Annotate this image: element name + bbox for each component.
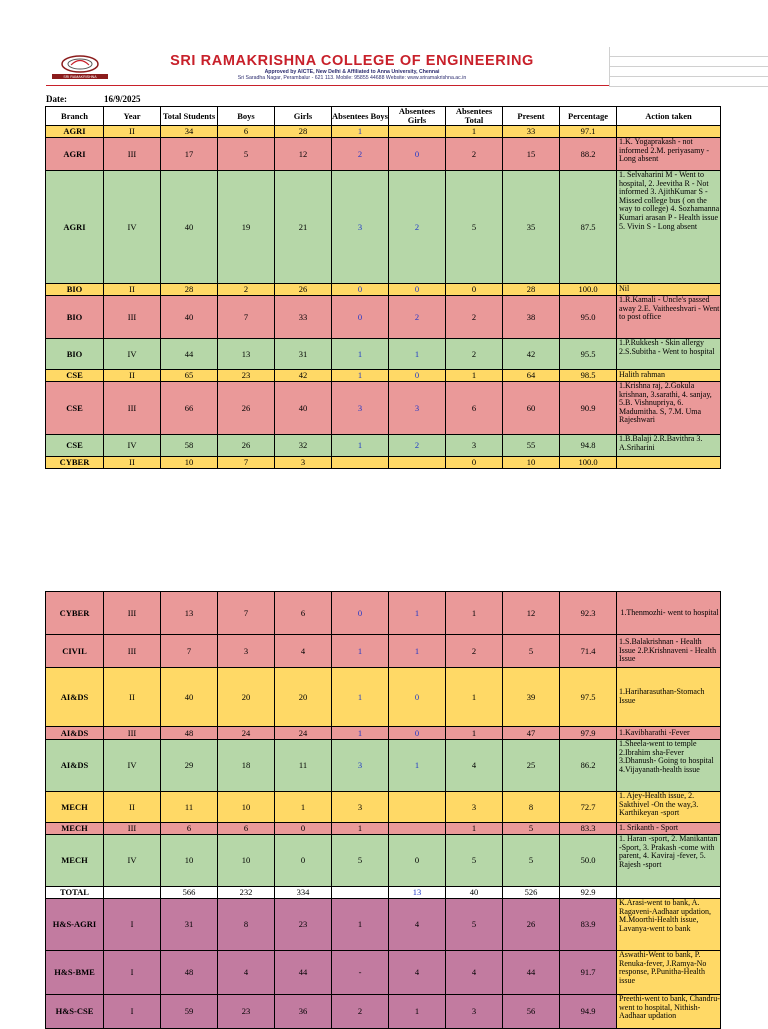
table-row [46, 370, 721, 382]
percentage-cell: 100.0 [560, 457, 617, 469]
absentees-boys-cell: 1 [332, 435, 389, 457]
total-students-cell: 28 [161, 284, 218, 296]
year-cell: IV [104, 740, 161, 792]
percentage-cell: 97.9 [560, 727, 617, 740]
year-cell: II [104, 457, 161, 469]
table-row [46, 899, 721, 951]
absentees-boys-cell: - [332, 951, 389, 995]
year-cell: III [104, 382, 161, 435]
girls-cell: 33 [275, 296, 332, 339]
absentees-total-cell: 1 [446, 823, 503, 835]
percentage-cell: 83.9 [560, 899, 617, 951]
percentage-cell: 92.9 [560, 887, 617, 899]
girls-cell: 334 [275, 887, 332, 899]
branch-cell: BIO [46, 339, 104, 370]
total-students-cell: 59 [161, 995, 218, 1029]
svg-text:SRI RAMAKRISHNA: SRI RAMAKRISHNA [63, 75, 97, 80]
table-row [46, 668, 721, 727]
year-cell: II [104, 668, 161, 727]
total-students-cell: 40 [161, 668, 218, 727]
absentees-boys-cell: 1 [332, 339, 389, 370]
absentees-boys-cell [332, 457, 389, 469]
table-row [46, 457, 721, 469]
absentees-girls-cell: 2 [389, 435, 446, 457]
action-taken-cell: 1.K. Yogaprakash - not informed 2.M. periyasamy - Long absent [617, 138, 721, 171]
page-header [46, 47, 722, 87]
action-taken-cell: Halith rahman [617, 370, 721, 382]
absentees-girls-cell: 0 [389, 138, 446, 171]
boys-cell: 19 [218, 171, 275, 284]
present-cell: 12 [503, 592, 560, 635]
percentage-cell: 95.0 [560, 296, 617, 339]
boys-cell: 10 [218, 792, 275, 823]
absentees-boys-cell: 5 [332, 835, 389, 887]
girls-cell: 0 [275, 835, 332, 887]
percentage-cell: 87.5 [560, 171, 617, 284]
col-absentees-boys: Absentees Boys [332, 107, 389, 126]
table-row [46, 284, 721, 296]
col-absentees-girls: Absentees Girls [389, 107, 446, 126]
branch-cell: AGRI [46, 126, 104, 138]
present-cell: 26 [503, 899, 560, 951]
girls-cell: 4 [275, 635, 332, 668]
branch-cell: CYBER [46, 592, 104, 635]
absentees-total-cell: 1 [446, 668, 503, 727]
girls-cell: 26 [275, 284, 332, 296]
col-boys: Boys [218, 107, 275, 126]
absentees-total-cell: 1 [446, 592, 503, 635]
absentees-girls-cell: 1 [389, 635, 446, 668]
action-taken-cell: 1. Ajey-Health issue, 2. Sakthivel -On the way,3. Karthikeyan -sport [617, 792, 721, 823]
absentees-total-cell: 4 [446, 951, 503, 995]
percentage-cell: 88.2 [560, 138, 617, 171]
absentees-total-cell: 5 [446, 171, 503, 284]
total-students-cell: 48 [161, 727, 218, 740]
absentees-total-cell: 4 [446, 740, 503, 792]
date-row [46, 94, 141, 104]
present-cell: 10 [503, 457, 560, 469]
total-students-cell: 566 [161, 887, 218, 899]
absentees-total-cell: 1 [446, 126, 503, 138]
table-row [46, 126, 721, 138]
percentage-cell: 94.9 [560, 995, 617, 1029]
absentees-boys-cell: 1 [332, 668, 389, 727]
total-students-cell: 58 [161, 435, 218, 457]
branch-cell: AGRI [46, 138, 104, 171]
absentees-boys-cell [332, 887, 389, 899]
absentees-boys-cell: 0 [332, 592, 389, 635]
branch-cell: CSE [46, 382, 104, 435]
table-1-body [46, 126, 721, 469]
col-total-students: Total Students [161, 107, 218, 126]
girls-cell: 24 [275, 727, 332, 740]
branch-cell: BIO [46, 284, 104, 296]
header-rule [46, 85, 609, 86]
absentees-boys-cell: 2 [332, 138, 389, 171]
absentees-total-cell: 3 [446, 435, 503, 457]
girls-cell: 31 [275, 339, 332, 370]
boys-cell: 10 [218, 835, 275, 887]
branch-cell: AGRI [46, 171, 104, 284]
girls-cell: 32 [275, 435, 332, 457]
absentees-boys-cell: 1 [332, 126, 389, 138]
table-row [46, 435, 721, 457]
present-cell: 60 [503, 382, 560, 435]
absentees-girls-cell: 1 [389, 592, 446, 635]
absentees-total-cell: 0 [446, 284, 503, 296]
boys-cell: 5 [218, 138, 275, 171]
boys-cell: 23 [218, 370, 275, 382]
girls-cell: 3 [275, 457, 332, 469]
present-cell: 25 [503, 740, 560, 792]
absentees-total-cell: 1 [446, 727, 503, 740]
percentage-cell: 90.9 [560, 382, 617, 435]
action-taken-cell: 1.Kavibharathi -Fever [617, 727, 721, 740]
total-students-cell: 7 [161, 635, 218, 668]
absentees-girls-cell: 0 [389, 727, 446, 740]
total-students-cell: 31 [161, 899, 218, 951]
absentees-total-cell: 6 [446, 382, 503, 435]
present-cell: 5 [503, 823, 560, 835]
absentees-boys-cell: 3 [332, 740, 389, 792]
percentage-cell: 98.5 [560, 370, 617, 382]
address-line: Sri Saradha Nagar, Perambalur - 621 113. Mobile: 95855 44688 Website: www.sriramakrishna.ac.in [237, 75, 467, 81]
action-taken-cell: 1.R.Kamali - Uncle's passed away 2.E. Vaitheeshvari - Went to post office [617, 296, 721, 339]
absentees-total-cell: 40 [446, 887, 503, 899]
action-taken-cell: 1.S.Balakrishnan - Health Issue 2.P.Krishnaveni - Health Issue [617, 635, 721, 668]
year-cell: III [104, 138, 161, 171]
col-percentage: Percentage [560, 107, 617, 126]
year-cell: II [104, 792, 161, 823]
absentees-girls-cell: 0 [389, 284, 446, 296]
absentees-girls-cell: 2 [389, 296, 446, 339]
table-row [46, 635, 721, 668]
branch-cell: BIO [46, 296, 104, 339]
boys-cell: 13 [218, 339, 275, 370]
absentees-girls-cell [389, 126, 446, 138]
boys-cell: 2 [218, 284, 275, 296]
table-row [46, 740, 721, 792]
action-taken-cell: 1.B.Balaji 2.R.Bavithra 3. A.Sriharini [617, 435, 721, 457]
action-taken-cell: Preethi-went to bank, Chandru-went to hospital, Nithish-Aadhaar updation [617, 995, 721, 1029]
total-students-cell: 66 [161, 382, 218, 435]
absentees-girls-cell: 4 [389, 951, 446, 995]
year-cell: III [104, 296, 161, 339]
date-value: 16/9/2025 [104, 94, 141, 104]
branch-cell: AI&DS [46, 740, 104, 792]
table-row [46, 138, 721, 171]
percentage-cell: 97.1 [560, 126, 617, 138]
year-cell: III [104, 727, 161, 740]
absentees-total-cell: 1 [446, 370, 503, 382]
year-cell: II [104, 126, 161, 138]
absentees-boys-cell: 3 [332, 792, 389, 823]
boys-cell: 4 [218, 951, 275, 995]
boys-cell: 6 [218, 126, 275, 138]
branch-cell: CSE [46, 435, 104, 457]
boys-cell: 8 [218, 899, 275, 951]
table-row [46, 792, 721, 823]
girls-cell: 36 [275, 995, 332, 1029]
action-taken-cell: 1. Srikanth - Sport [617, 823, 721, 835]
present-cell: 47 [503, 727, 560, 740]
year-cell: III [104, 635, 161, 668]
girls-cell: 11 [275, 740, 332, 792]
total-students-cell: 29 [161, 740, 218, 792]
present-cell: 55 [503, 435, 560, 457]
total-students-cell: 40 [161, 171, 218, 284]
girls-cell: 40 [275, 382, 332, 435]
absentees-girls-cell: 4 [389, 899, 446, 951]
table-row [46, 727, 721, 740]
action-taken-cell: 1.Sheela-went to temple 2.Ibrahim sha-Fever 3.Dhanush- Going to hospital 4.Vijayanath-health issue [617, 740, 721, 792]
present-cell: 42 [503, 339, 560, 370]
college-logo [49, 51, 111, 81]
absentees-girls-cell: 0 [389, 835, 446, 887]
boys-cell: 26 [218, 435, 275, 457]
absentees-girls-cell [389, 823, 446, 835]
absentees-girls-cell: 13 [389, 887, 446, 899]
percentage-cell: 91.7 [560, 951, 617, 995]
year-cell: III [104, 592, 161, 635]
absentees-boys-cell: 1 [332, 370, 389, 382]
absentees-girls-cell: 1 [389, 339, 446, 370]
present-cell: 56 [503, 995, 560, 1029]
present-cell: 28 [503, 284, 560, 296]
present-cell: 35 [503, 171, 560, 284]
action-taken-cell: Aswathi-Went to bank, P. Renuka-fever, J.Ramya-No response, P.Punitha-Health issue [617, 951, 721, 995]
table-row [46, 835, 721, 887]
year-cell: III [104, 823, 161, 835]
absentees-total-cell: 2 [446, 138, 503, 171]
year-cell: I [104, 995, 161, 1029]
boys-cell: 3 [218, 635, 275, 668]
present-cell: 5 [503, 835, 560, 887]
year-cell: IV [104, 435, 161, 457]
boys-cell: 7 [218, 592, 275, 635]
attendance-table-2 [45, 591, 721, 1029]
absentees-total-cell: 2 [446, 339, 503, 370]
percentage-cell: 92.3 [560, 592, 617, 635]
total-students-cell: 44 [161, 339, 218, 370]
present-cell: 526 [503, 887, 560, 899]
absentees-boys-cell: 3 [332, 382, 389, 435]
percentage-cell: 94.8 [560, 435, 617, 457]
year-cell: II [104, 370, 161, 382]
absentees-girls-cell: 1 [389, 995, 446, 1029]
branch-cell: CIVIL [46, 635, 104, 668]
boys-cell: 23 [218, 995, 275, 1029]
boys-cell: 24 [218, 727, 275, 740]
branch-cell: H&S-AGRI [46, 899, 104, 951]
table-row [46, 887, 721, 899]
present-cell: 15 [503, 138, 560, 171]
action-taken-cell: 1. Selvaharini M - Went to hospital, 2. Jeevitha R - Not informed 3. AjithKumar S - Missed college bus ( on the way to college) 4. Sozhamanna Kumari arasan P - Health issue 5. Vivin S - Long absent [617, 171, 721, 284]
action-taken-cell: K.Arasi-went to bank, A. Ragaveni-Aadhaar updation, M.Moorthi-Health issue, Lavanya-went to bank [617, 899, 721, 951]
boys-cell: 18 [218, 740, 275, 792]
year-cell: II [104, 284, 161, 296]
absentees-boys-cell: 1 [332, 727, 389, 740]
table-row [46, 171, 721, 284]
absentees-boys-cell: 0 [332, 284, 389, 296]
action-taken-cell [617, 126, 721, 138]
percentage-cell: 95.5 [560, 339, 617, 370]
action-taken-cell [617, 457, 721, 469]
total-students-cell: 34 [161, 126, 218, 138]
branch-cell: MECH [46, 835, 104, 887]
absentees-girls-cell: 0 [389, 370, 446, 382]
year-cell: I [104, 951, 161, 995]
girls-cell: 12 [275, 138, 332, 171]
absentees-total-cell: 0 [446, 457, 503, 469]
girls-cell: 28 [275, 126, 332, 138]
girls-cell: 20 [275, 668, 332, 727]
col-present: Present [503, 107, 560, 126]
branch-cell: MECH [46, 823, 104, 835]
header-grid [609, 47, 768, 87]
table-row [46, 382, 721, 435]
col-absentees-total: Absentees Total [446, 107, 503, 126]
action-taken-cell [617, 887, 721, 899]
girls-cell: 44 [275, 951, 332, 995]
action-taken-cell: 1. Haran -sport, 2. Manikantan -Sport, 3. Prakash -come with parent, 4. Kaviraj -fever, 5. Rajesh -sport [617, 835, 721, 887]
boys-cell: 26 [218, 382, 275, 435]
action-taken-cell: 1.Thenmozhi- went to hospital [617, 592, 721, 635]
absentees-boys-cell: 1 [332, 635, 389, 668]
absentees-total-cell: 2 [446, 296, 503, 339]
percentage-cell: 71.4 [560, 635, 617, 668]
absentees-total-cell: 5 [446, 835, 503, 887]
total-students-cell: 13 [161, 592, 218, 635]
absentees-girls-cell: 0 [389, 668, 446, 727]
absentees-boys-cell: 1 [332, 899, 389, 951]
absentees-boys-cell: 1 [332, 823, 389, 835]
absentees-boys-cell: 2 [332, 995, 389, 1029]
girls-cell: 6 [275, 592, 332, 635]
percentage-cell: 50.0 [560, 835, 617, 887]
branch-cell: TOTAL [46, 887, 104, 899]
total-students-cell: 10 [161, 835, 218, 887]
absentees-girls-cell: 3 [389, 382, 446, 435]
percentage-cell: 97.5 [560, 668, 617, 727]
percentage-cell: 100.0 [560, 284, 617, 296]
absentees-boys-cell: 3 [332, 171, 389, 284]
col-branch: Branch [46, 107, 104, 126]
attendance-table-1 [45, 106, 721, 469]
branch-cell: MECH [46, 792, 104, 823]
girls-cell: 1 [275, 792, 332, 823]
action-taken-cell: Nil [617, 284, 721, 296]
present-cell: 8 [503, 792, 560, 823]
absentees-boys-cell: 0 [332, 296, 389, 339]
approval-line: Approved by AICTE, New Delhi & Affiliated to Anna University, Chennai [264, 69, 440, 75]
boys-cell: 6 [218, 823, 275, 835]
present-cell: 33 [503, 126, 560, 138]
total-students-cell: 17 [161, 138, 218, 171]
boys-cell: 7 [218, 457, 275, 469]
date-label: Date: [46, 94, 67, 104]
branch-cell: CSE [46, 370, 104, 382]
year-cell: IV [104, 835, 161, 887]
total-students-cell: 65 [161, 370, 218, 382]
total-students-cell: 11 [161, 792, 218, 823]
girls-cell: 0 [275, 823, 332, 835]
col-girls: Girls [275, 107, 332, 126]
branch-cell: CYBER [46, 457, 104, 469]
total-students-cell: 6 [161, 823, 218, 835]
year-cell [104, 887, 161, 899]
table-row [46, 995, 721, 1029]
percentage-cell: 72.7 [560, 792, 617, 823]
absentees-girls-cell [389, 457, 446, 469]
col-action-taken: Action taken [617, 107, 721, 126]
total-students-cell: 10 [161, 457, 218, 469]
boys-cell: 7 [218, 296, 275, 339]
present-cell: 38 [503, 296, 560, 339]
col-year: Year [104, 107, 161, 126]
table-row [46, 823, 721, 835]
branch-cell: AI&DS [46, 727, 104, 740]
action-taken-cell: 1.Krishna raj, 2.Gokula krishnan, 3.sarathi, 4. sanjay, 5.B. Vishnupriya, 6. Madumitha. S, 7.M. Uma Rajeshwari [617, 382, 721, 435]
present-cell: 44 [503, 951, 560, 995]
header-row [46, 107, 721, 126]
percentage-cell: 86.2 [560, 740, 617, 792]
absentees-total-cell: 3 [446, 995, 503, 1029]
year-cell: IV [104, 339, 161, 370]
boys-cell: 232 [218, 887, 275, 899]
girls-cell: 42 [275, 370, 332, 382]
absentees-girls-cell: 2 [389, 171, 446, 284]
percentage-cell: 83.3 [560, 823, 617, 835]
table-row [46, 592, 721, 635]
present-cell: 5 [503, 635, 560, 668]
girls-cell: 23 [275, 899, 332, 951]
present-cell: 64 [503, 370, 560, 382]
action-taken-cell: 1.P.Rukkesh - Skin allergy 2.S.Subitha - Went to hospital [617, 339, 721, 370]
year-cell: IV [104, 171, 161, 284]
branch-cell: AI&DS [46, 668, 104, 727]
absentees-total-cell: 2 [446, 635, 503, 668]
table-row [46, 296, 721, 339]
action-taken-cell: 1.Hariharasuthan-Stomach Issue [617, 668, 721, 727]
absentees-total-cell: 3 [446, 792, 503, 823]
present-cell: 39 [503, 668, 560, 727]
branch-cell: H&S-CSE [46, 995, 104, 1029]
table-2-body [46, 592, 721, 1029]
branch-cell: H&S-BME [46, 951, 104, 995]
year-cell: I [104, 899, 161, 951]
college-name: SRI RAMAKRISHNA COLLEGE OF ENGINEERING [170, 53, 534, 69]
total-students-cell: 48 [161, 951, 218, 995]
girls-cell: 21 [275, 171, 332, 284]
total-students-cell: 40 [161, 296, 218, 339]
table-row [46, 339, 721, 370]
absentees-girls-cell [389, 792, 446, 823]
boys-cell: 20 [218, 668, 275, 727]
absentees-total-cell: 5 [446, 899, 503, 951]
table-row [46, 951, 721, 995]
absentees-girls-cell: 1 [389, 740, 446, 792]
